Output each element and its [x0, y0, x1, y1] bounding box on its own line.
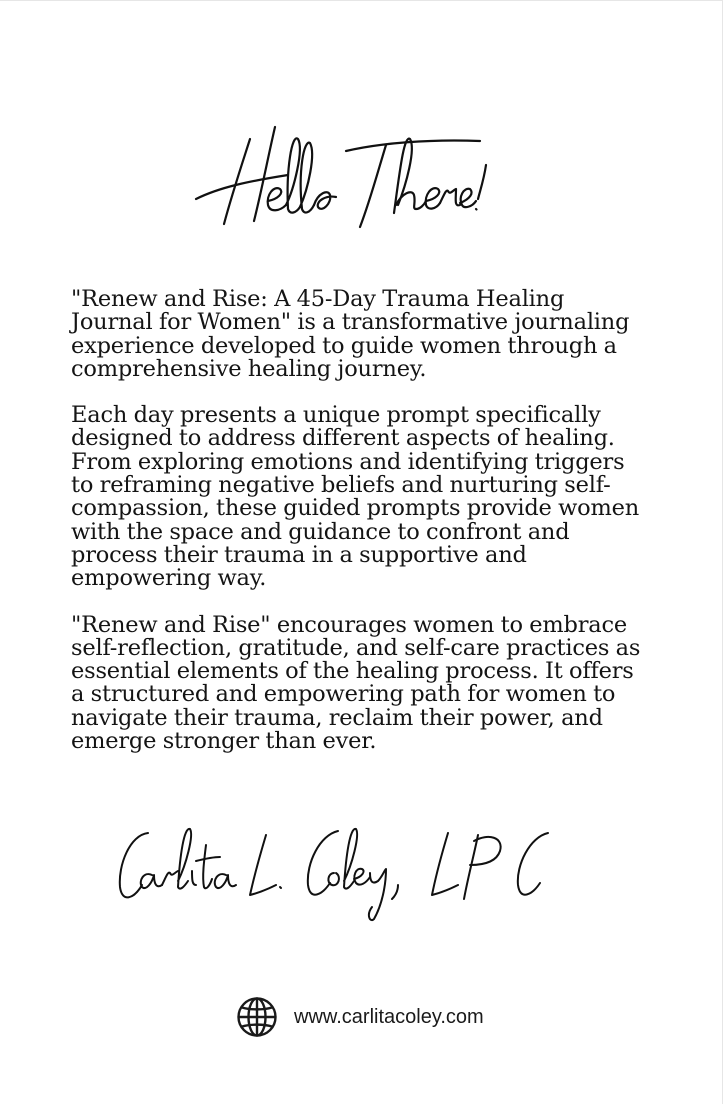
- paragraph-closing: "Renew and Rise" encourages women to embrace self-reflection, gratitude, and self-care practices as essential elements of the healing process. It offers a structured and empowering path for women to navigate their trauma, reclaim their power, and emerge stronger than ever.: [71, 611, 641, 755]
- website-row: [236, 995, 484, 1039]
- body-text: [71, 288, 651, 776]
- globe-icon: [236, 996, 278, 1038]
- signature-drawing: [108, 815, 568, 925]
- greeting-script-drawing: [180, 109, 500, 239]
- greeting-script: [180, 109, 500, 239]
- paragraph-daily-prompts: Each day presents a unique prompt specifically designed to address different aspects of healing. From exploring emotions and identifying triggers to reframing negative beliefs and nurturing self-compassion, these guided prompts provide women with the space and guidance to confront and process their trauma in a supportive and empowering way.: [71, 402, 640, 592]
- paragraph-intro: "Renew and Rise: A 45-Day Trauma Healing Journal for Women" is a transformative journaling experience developed to guide women through a comprehensive healing journey.: [71, 286, 630, 382]
- signature: [108, 815, 568, 925]
- website-link[interactable]: www.carlitacoley.com: [294, 1005, 484, 1028]
